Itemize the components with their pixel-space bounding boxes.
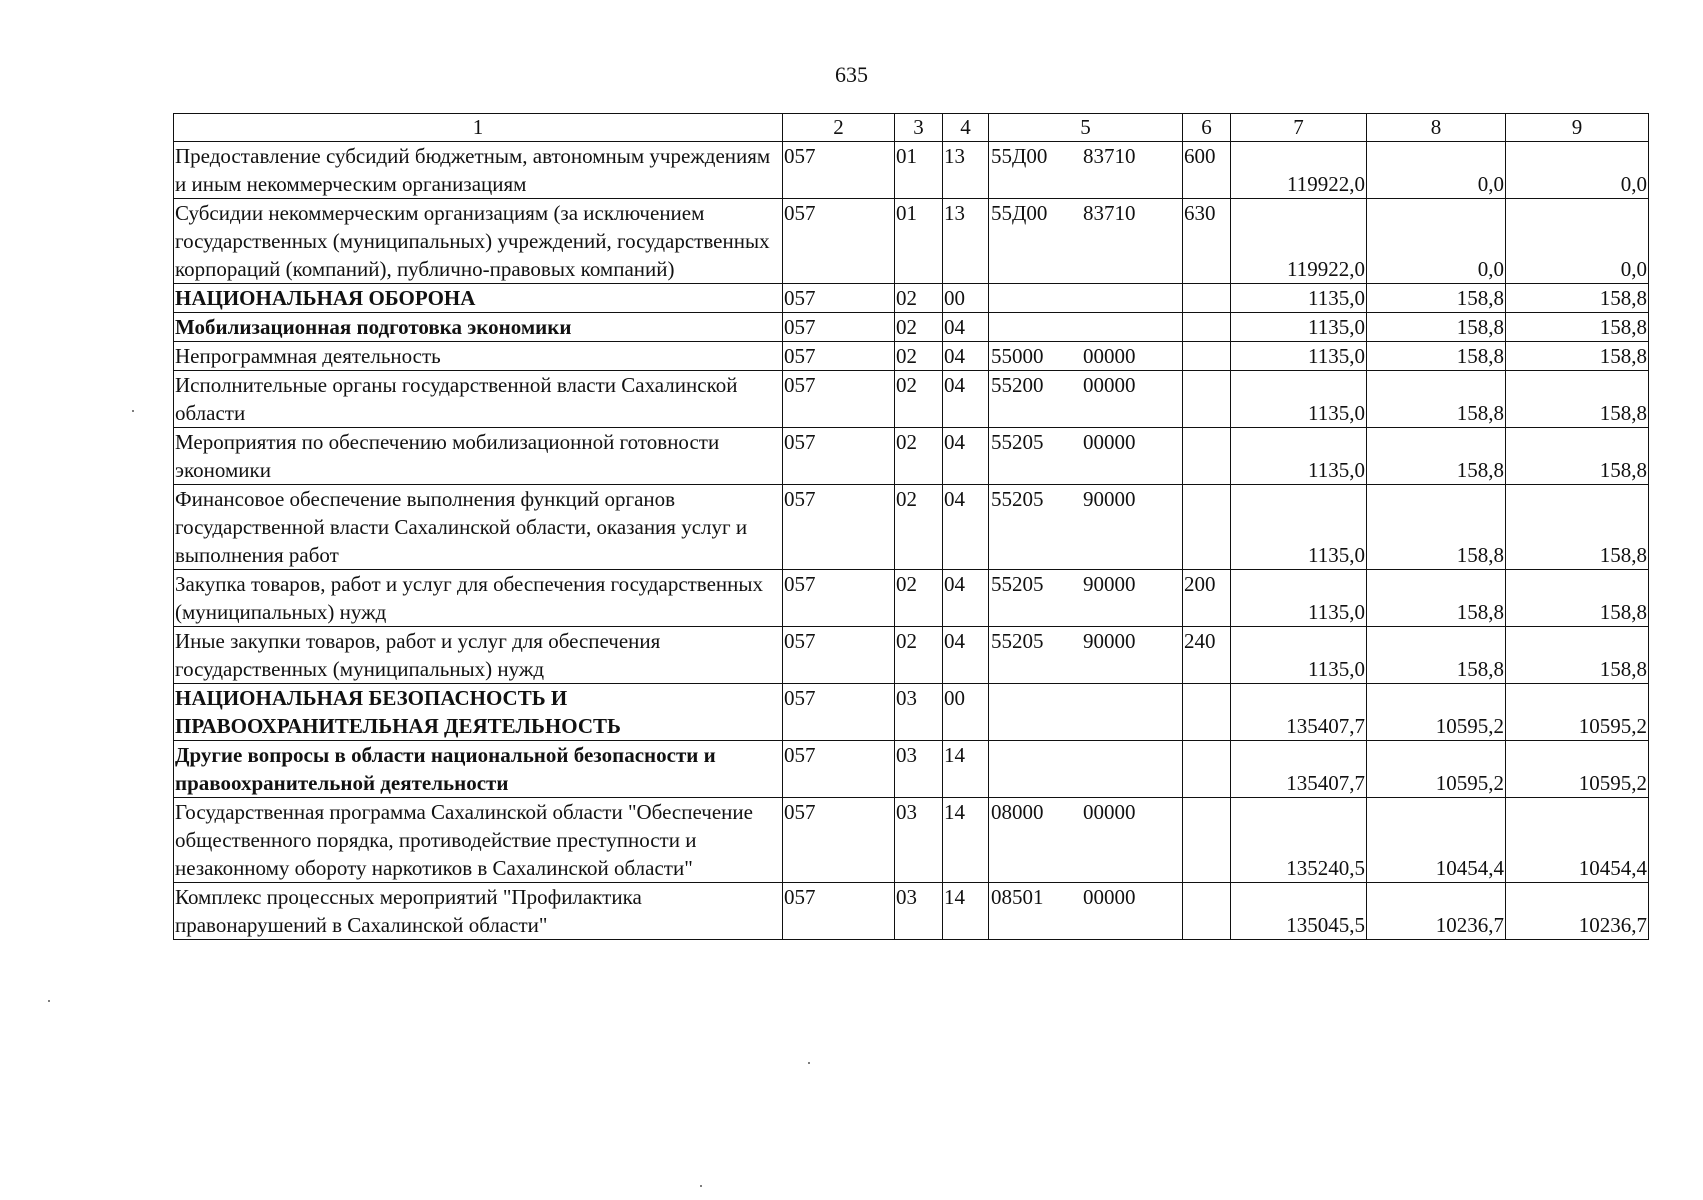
amount-cell-col9: 10595,2 [1506,684,1649,741]
target-article-cell [989,684,1183,741]
table-row [174,741,1649,798]
ministry-code-cell: 057 [783,428,895,485]
ministry-code-cell: 057 [783,684,895,741]
expense-type-cell [1183,798,1231,883]
table-row [174,485,1649,570]
table-row [174,570,1649,627]
section-code-cell: 03 [895,741,943,798]
amount-cell-col8: 158,8 [1367,570,1506,627]
header-cell: 4 [943,114,989,142]
section-code-cell: 02 [895,428,943,485]
amount-cell-col9: 158,8 [1506,342,1649,371]
row-name-cell: Другие вопросы в области национальной безопасности и правоохранительной деятельности [174,741,783,798]
header-cell: 6 [1183,114,1231,142]
target-article-program-code: 55200 [991,373,1044,397]
expense-type-cell [1183,313,1231,342]
ministry-code-cell: 057 [783,371,895,428]
row-name-cell: Иные закупки товаров, работ и услуг для обеспечения государственных (муниципальных) нужд [174,627,783,684]
ministry-code-cell: 057 [783,883,895,940]
header-cell: 8 [1367,114,1506,142]
amount-cell-col7: 1135,0 [1231,284,1367,313]
row-name-cell: Мобилизационная подготовка экономики [174,313,783,342]
amount-cell-col9: 10454,4 [1506,798,1649,883]
amount-cell-col8: 158,8 [1367,371,1506,428]
row-name-cell: НАЦИОНАЛЬНАЯ ОБОРОНА [174,284,783,313]
subsection-code-cell: 04 [943,342,989,371]
section-code-cell: 01 [895,142,943,199]
expense-type-cell [1183,741,1231,798]
amount-cell-col8: 158,8 [1367,627,1506,684]
expense-type-cell: 200 [1183,570,1231,627]
table-row [174,313,1649,342]
amount-cell-col8: 10595,2 [1367,741,1506,798]
header-cell: 3 [895,114,943,142]
ministry-code-cell: 057 [783,284,895,313]
subsection-code-cell: 14 [943,883,989,940]
target-article-direction-code: 00000 [1083,373,1136,397]
target-article-program-code: 08000 [991,800,1044,824]
section-code-cell: 02 [895,485,943,570]
amount-cell-col9: 0,0 [1506,199,1649,284]
section-code-cell: 02 [895,313,943,342]
amount-cell-col8: 158,8 [1367,342,1506,371]
amount-cell-col9: 158,8 [1506,627,1649,684]
table-row [174,342,1649,371]
row-name-cell: Финансовое обеспечение выполнения функций органов государственной власти Сахалинской области, оказания услуг и выполнения работ [174,485,783,570]
ministry-code-cell: 057 [783,741,895,798]
ministry-code-cell: 057 [783,199,895,284]
section-code-cell: 03 [895,883,943,940]
target-article-cell [989,313,1183,342]
subsection-code-cell: 04 [943,570,989,627]
target-article-direction-code: 90000 [1083,487,1136,511]
amount-cell-col9: 158,8 [1506,485,1649,570]
amount-cell-col8: 158,8 [1367,485,1506,570]
ministry-code-cell: 057 [783,627,895,684]
target-article-cell [989,371,1183,428]
amount-cell-col7: 135407,7 [1231,741,1367,798]
target-article-program-code: 08501 [991,885,1044,909]
subsection-code-cell: 04 [943,371,989,428]
expense-type-cell: 630 [1183,199,1231,284]
ministry-code-cell: 057 [783,142,895,199]
amount-cell-col9: 10595,2 [1506,741,1649,798]
ministry-code-cell: 057 [783,313,895,342]
ministry-code-cell: 057 [783,798,895,883]
section-code-cell: 02 [895,284,943,313]
row-name-cell: Мероприятия по обеспечению мобилизационной готовности экономики [174,428,783,485]
target-article-program-code: 55205 [991,430,1044,454]
amount-cell-col8: 158,8 [1367,313,1506,342]
amount-cell-col9: 158,8 [1506,313,1649,342]
scan-speck [48,1000,50,1002]
expense-type-cell [1183,883,1231,940]
section-code-cell: 03 [895,798,943,883]
scan-speck [700,1185,702,1187]
target-article-program-code: 55205 [991,572,1044,596]
row-name-cell: Государственная программа Сахалинской области "Обеспечение общественного порядка, противодействие преступности и незаконному обороту наркотиков в Сахалинской области" [174,798,783,883]
target-article-cell [989,142,1183,199]
target-article-cell [989,428,1183,485]
amount-cell-col7: 119922,0 [1231,199,1367,284]
subsection-code-cell: 13 [943,199,989,284]
scan-speck [132,410,134,412]
expense-type-cell [1183,371,1231,428]
amount-cell-col7: 135045,5 [1231,883,1367,940]
subsection-code-cell: 04 [943,428,989,485]
target-article-cell [989,741,1183,798]
target-article-program-code: 55000 [991,344,1044,368]
row-name-cell: Закупка товаров, работ и услуг для обеспечения государственных (муниципальных) нужд [174,570,783,627]
target-article-program-code: 55Д00 [991,144,1048,168]
amount-cell-col7: 1135,0 [1231,428,1367,485]
subsection-code-cell: 00 [943,684,989,741]
target-article-cell [989,485,1183,570]
target-article-direction-code: 00000 [1083,344,1136,368]
amount-cell-col8: 158,8 [1367,284,1506,313]
target-article-program-code: 55Д00 [991,201,1048,225]
row-name-cell: Предоставление субсидий бюджетным, автономным учреждениям и иным некоммерческим организациям [174,142,783,199]
ministry-code-cell: 057 [783,570,895,627]
expense-type-cell [1183,684,1231,741]
table-row [174,371,1649,428]
target-article-cell [989,798,1183,883]
section-code-cell: 02 [895,371,943,428]
target-article-cell [989,570,1183,627]
amount-cell-col7: 135407,7 [1231,684,1367,741]
table-row [174,142,1649,199]
amount-cell-col7: 119922,0 [1231,142,1367,199]
page-number: 635 [835,62,868,87]
amount-cell-col9: 10236,7 [1506,883,1649,940]
header-cell: 2 [783,114,895,142]
subsection-code-cell: 04 [943,313,989,342]
amount-cell-col8: 10595,2 [1367,684,1506,741]
target-article-direction-code: 00000 [1083,800,1136,824]
amount-cell-col9: 158,8 [1506,570,1649,627]
target-article-cell [989,342,1183,371]
table-row [174,798,1649,883]
amount-cell-col7: 135240,5 [1231,798,1367,883]
table-body [174,114,1649,940]
ministry-code-cell: 057 [783,485,895,570]
row-name-cell: Непрограммная деятельность [174,342,783,371]
row-name-cell: Комплекс процессных мероприятий "Профилактика правонарушений в Сахалинской области" [174,883,783,940]
subsection-code-cell: 13 [943,142,989,199]
amount-cell-col8: 0,0 [1367,142,1506,199]
header-cell: 7 [1231,114,1367,142]
amount-cell-col7: 1135,0 [1231,570,1367,627]
target-article-direction-code: 83710 [1083,144,1136,168]
target-article-direction-code: 90000 [1083,629,1136,653]
target-article-direction-code: 00000 [1083,885,1136,909]
expense-type-cell [1183,342,1231,371]
table-row [174,627,1649,684]
amount-cell-col8: 10454,4 [1367,798,1506,883]
amount-cell-col9: 0,0 [1506,142,1649,199]
amount-cell-col9: 158,8 [1506,371,1649,428]
row-name-cell: НАЦИОНАЛЬНАЯ БЕЗОПАСНОСТЬ И ПРАВООХРАНИТЕЛЬНАЯ ДЕЯТЕЛЬНОСТЬ [174,684,783,741]
amount-cell-col7: 1135,0 [1231,485,1367,570]
row-name-cell: Исполнительные органы государственной власти Сахалинской области [174,371,783,428]
amount-cell-col8: 0,0 [1367,199,1506,284]
amount-cell-col7: 1135,0 [1231,342,1367,371]
table-row [174,684,1649,741]
section-code-cell: 02 [895,627,943,684]
target-article-cell [989,284,1183,313]
target-article-program-code: 55205 [991,487,1044,511]
amount-cell-col8: 10236,7 [1367,883,1506,940]
table-row [174,199,1649,284]
header-cell: 9 [1506,114,1649,142]
subsection-code-cell: 04 [943,627,989,684]
amount-cell-col9: 158,8 [1506,428,1649,485]
amount-cell-col7: 1135,0 [1231,371,1367,428]
table-row [174,428,1649,485]
column-number-header-row [174,114,1649,142]
section-code-cell: 01 [895,199,943,284]
target-article-program-code: 55205 [991,629,1044,653]
amount-cell-col9: 158,8 [1506,284,1649,313]
expense-type-cell [1183,485,1231,570]
section-code-cell: 03 [895,684,943,741]
amount-cell-col7: 1135,0 [1231,313,1367,342]
expense-type-cell [1183,284,1231,313]
expense-type-cell: 240 [1183,627,1231,684]
table-row [174,284,1649,313]
amount-cell-col7: 1135,0 [1231,627,1367,684]
target-article-direction-code: 83710 [1083,201,1136,225]
row-name-cell: Субсидии некоммерческим организациям (за исключением государственных (муниципальных) учреждений, государственных корпораций (компаний), публично-правовых компаний) [174,199,783,284]
subsection-code-cell: 14 [943,741,989,798]
target-article-cell [989,199,1183,284]
header-cell: 1 [174,114,783,142]
ministry-code-cell: 057 [783,342,895,371]
subsection-code-cell: 00 [943,284,989,313]
amount-cell-col8: 158,8 [1367,428,1506,485]
target-article-cell [989,883,1183,940]
target-article-direction-code: 90000 [1083,572,1136,596]
scan-speck [808,1062,810,1064]
section-code-cell: 02 [895,342,943,371]
header-cell: 5 [989,114,1183,142]
subsection-code-cell: 04 [943,485,989,570]
expense-type-cell [1183,428,1231,485]
budget-table [173,113,1649,940]
subsection-code-cell: 14 [943,798,989,883]
target-article-cell [989,627,1183,684]
table-row [174,883,1649,940]
expense-type-cell: 600 [1183,142,1231,199]
target-article-direction-code: 00000 [1083,430,1136,454]
section-code-cell: 02 [895,570,943,627]
